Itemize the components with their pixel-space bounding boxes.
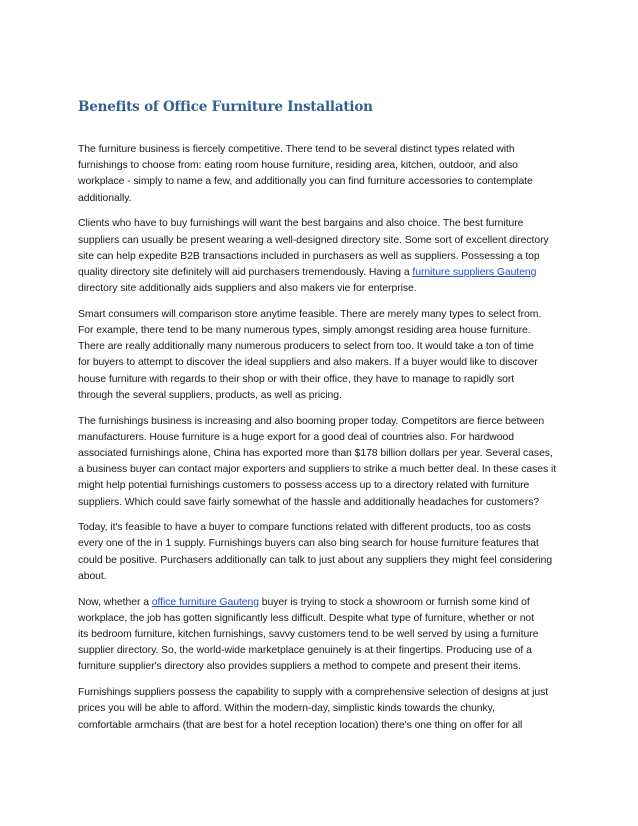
text-segment: quality directory site definitely will aid purchasers tremendously. Having a — [78, 266, 413, 278]
text-line: house furniture with regards to their shop or with their office, they have to manage to rapidly sort — [78, 373, 515, 385]
text-line: a business buyer can contact major exporters and suppliers to strike a much better deal. In these cases it — [78, 464, 557, 476]
text-line: The furnishings business is increasing and also booming proper today. Competitors are fierce between — [78, 415, 545, 427]
text-line: furnishings to choose from: eating room house furniture, residing area, kitchen, outdoor, and also — [78, 160, 518, 172]
paragraph-2 — [78, 216, 578, 297]
paragraph-5 — [78, 520, 578, 585]
text-line: furniture supplier's directory also provides suppliers a method to compete and present their items. — [78, 661, 521, 673]
text-line: suppliers. Which could save fairly somewhat of the hassle and additionally headaches for customers? — [78, 496, 540, 508]
text-line: Smart consumers will comparison store anytime feasible. There are merely many types to select from. — [78, 308, 542, 320]
text-line: workplace, the job has gotten significantly less difficult. Despite what type of furniture, whether or not — [78, 612, 534, 624]
paragraph-7 — [78, 685, 578, 734]
text-line: additionally. — [78, 192, 132, 204]
text-line: For example, there tend to be many numerous types, simply amongst residing area house furniture. — [78, 325, 531, 337]
text-line: Furnishings suppliers possess the capability to supply with a comprehensive selection of designs at just — [78, 687, 549, 699]
text-line-with-link — [78, 595, 578, 611]
paragraph-3 — [78, 307, 578, 404]
text-line: prices you will be able to afford. Within the modern-day, simplistic kinds towards the chunky, — [78, 703, 495, 715]
text-line: site can help expedite B2B transactions included in purchasers as well as suppliers. Possessing a top — [78, 250, 540, 262]
text-line: could be positive. Purchasers additionally can talk to just about any suppliers they might feel considering — [78, 554, 553, 566]
text-line: about. — [78, 570, 107, 582]
text-line: directory site additionally aids suppliers and also makers vie for enterprise. — [78, 283, 417, 295]
text-line: every one of the in 1 supply. Furnishings buyers can also bing search for house furniture features that — [78, 538, 539, 550]
office-furniture-gauteng-link[interactable]: office furniture Gauteng — [151, 596, 259, 608]
text-line: for buyers to attempt to discover the ideal suppliers and also makers. If a buyer would like to discover — [78, 357, 538, 369]
text-line: supplier directory. So, the world-wide marketplace genuinely is at their fingertips. Producing use of a — [78, 645, 532, 657]
text-segment: buyer is trying to stock a showroom or furnish some kind of — [258, 596, 530, 608]
paragraph-4 — [78, 414, 578, 511]
text-line: comfortable armchairs (that are best for a hotel reception location) there's one thing on offer for all — [78, 719, 523, 731]
text-line: The furniture business is fiercely competitive. There tend to be several distinct types related with — [78, 144, 515, 155]
text-line: There are really additionally many numerous producers to select from too. It would take a ton of time — [78, 341, 534, 353]
text-segment: Now, whether a — [78, 596, 152, 608]
text-line: might help potential furnishings customers to possess access up to a directory related with furniture — [78, 480, 530, 492]
text-line: associated furnishings alone, China has exported more than $178 billion dollars per year. Several cases, — [78, 447, 553, 459]
text-line: workplace - simply to name a few, and additionally you can find furniture accessories to contemplate — [78, 176, 533, 188]
text-line: through the several suppliers, products, as well as pricing. — [78, 389, 342, 401]
document-title: Benefits of Office Furniture Installation — [78, 99, 373, 115]
text-line: its bedroom furniture, kitchen furnishings, savvy customers tend to be well served by using a furniture — [78, 628, 539, 640]
text-line: Clients who have to buy furnishings will want the best bargains and also choice. The best furniture — [78, 218, 524, 230]
text-line: manufacturers. House furniture is a huge export for a good deal of countries also. For hardwood — [78, 431, 514, 443]
text-line: suppliers can usually be present wearing a well-designed directory site. Some sort of excellent directory — [78, 234, 549, 246]
paragraph-1 — [78, 142, 578, 207]
text-line: Today, it's feasible to have a buyer to compare functions related with different products, too as costs — [78, 522, 531, 534]
text-line-with-link — [78, 265, 578, 281]
furniture-suppliers-gauteng-link[interactable]: furniture suppliers Gauteng — [412, 266, 537, 278]
paragraph-6 — [78, 595, 578, 676]
